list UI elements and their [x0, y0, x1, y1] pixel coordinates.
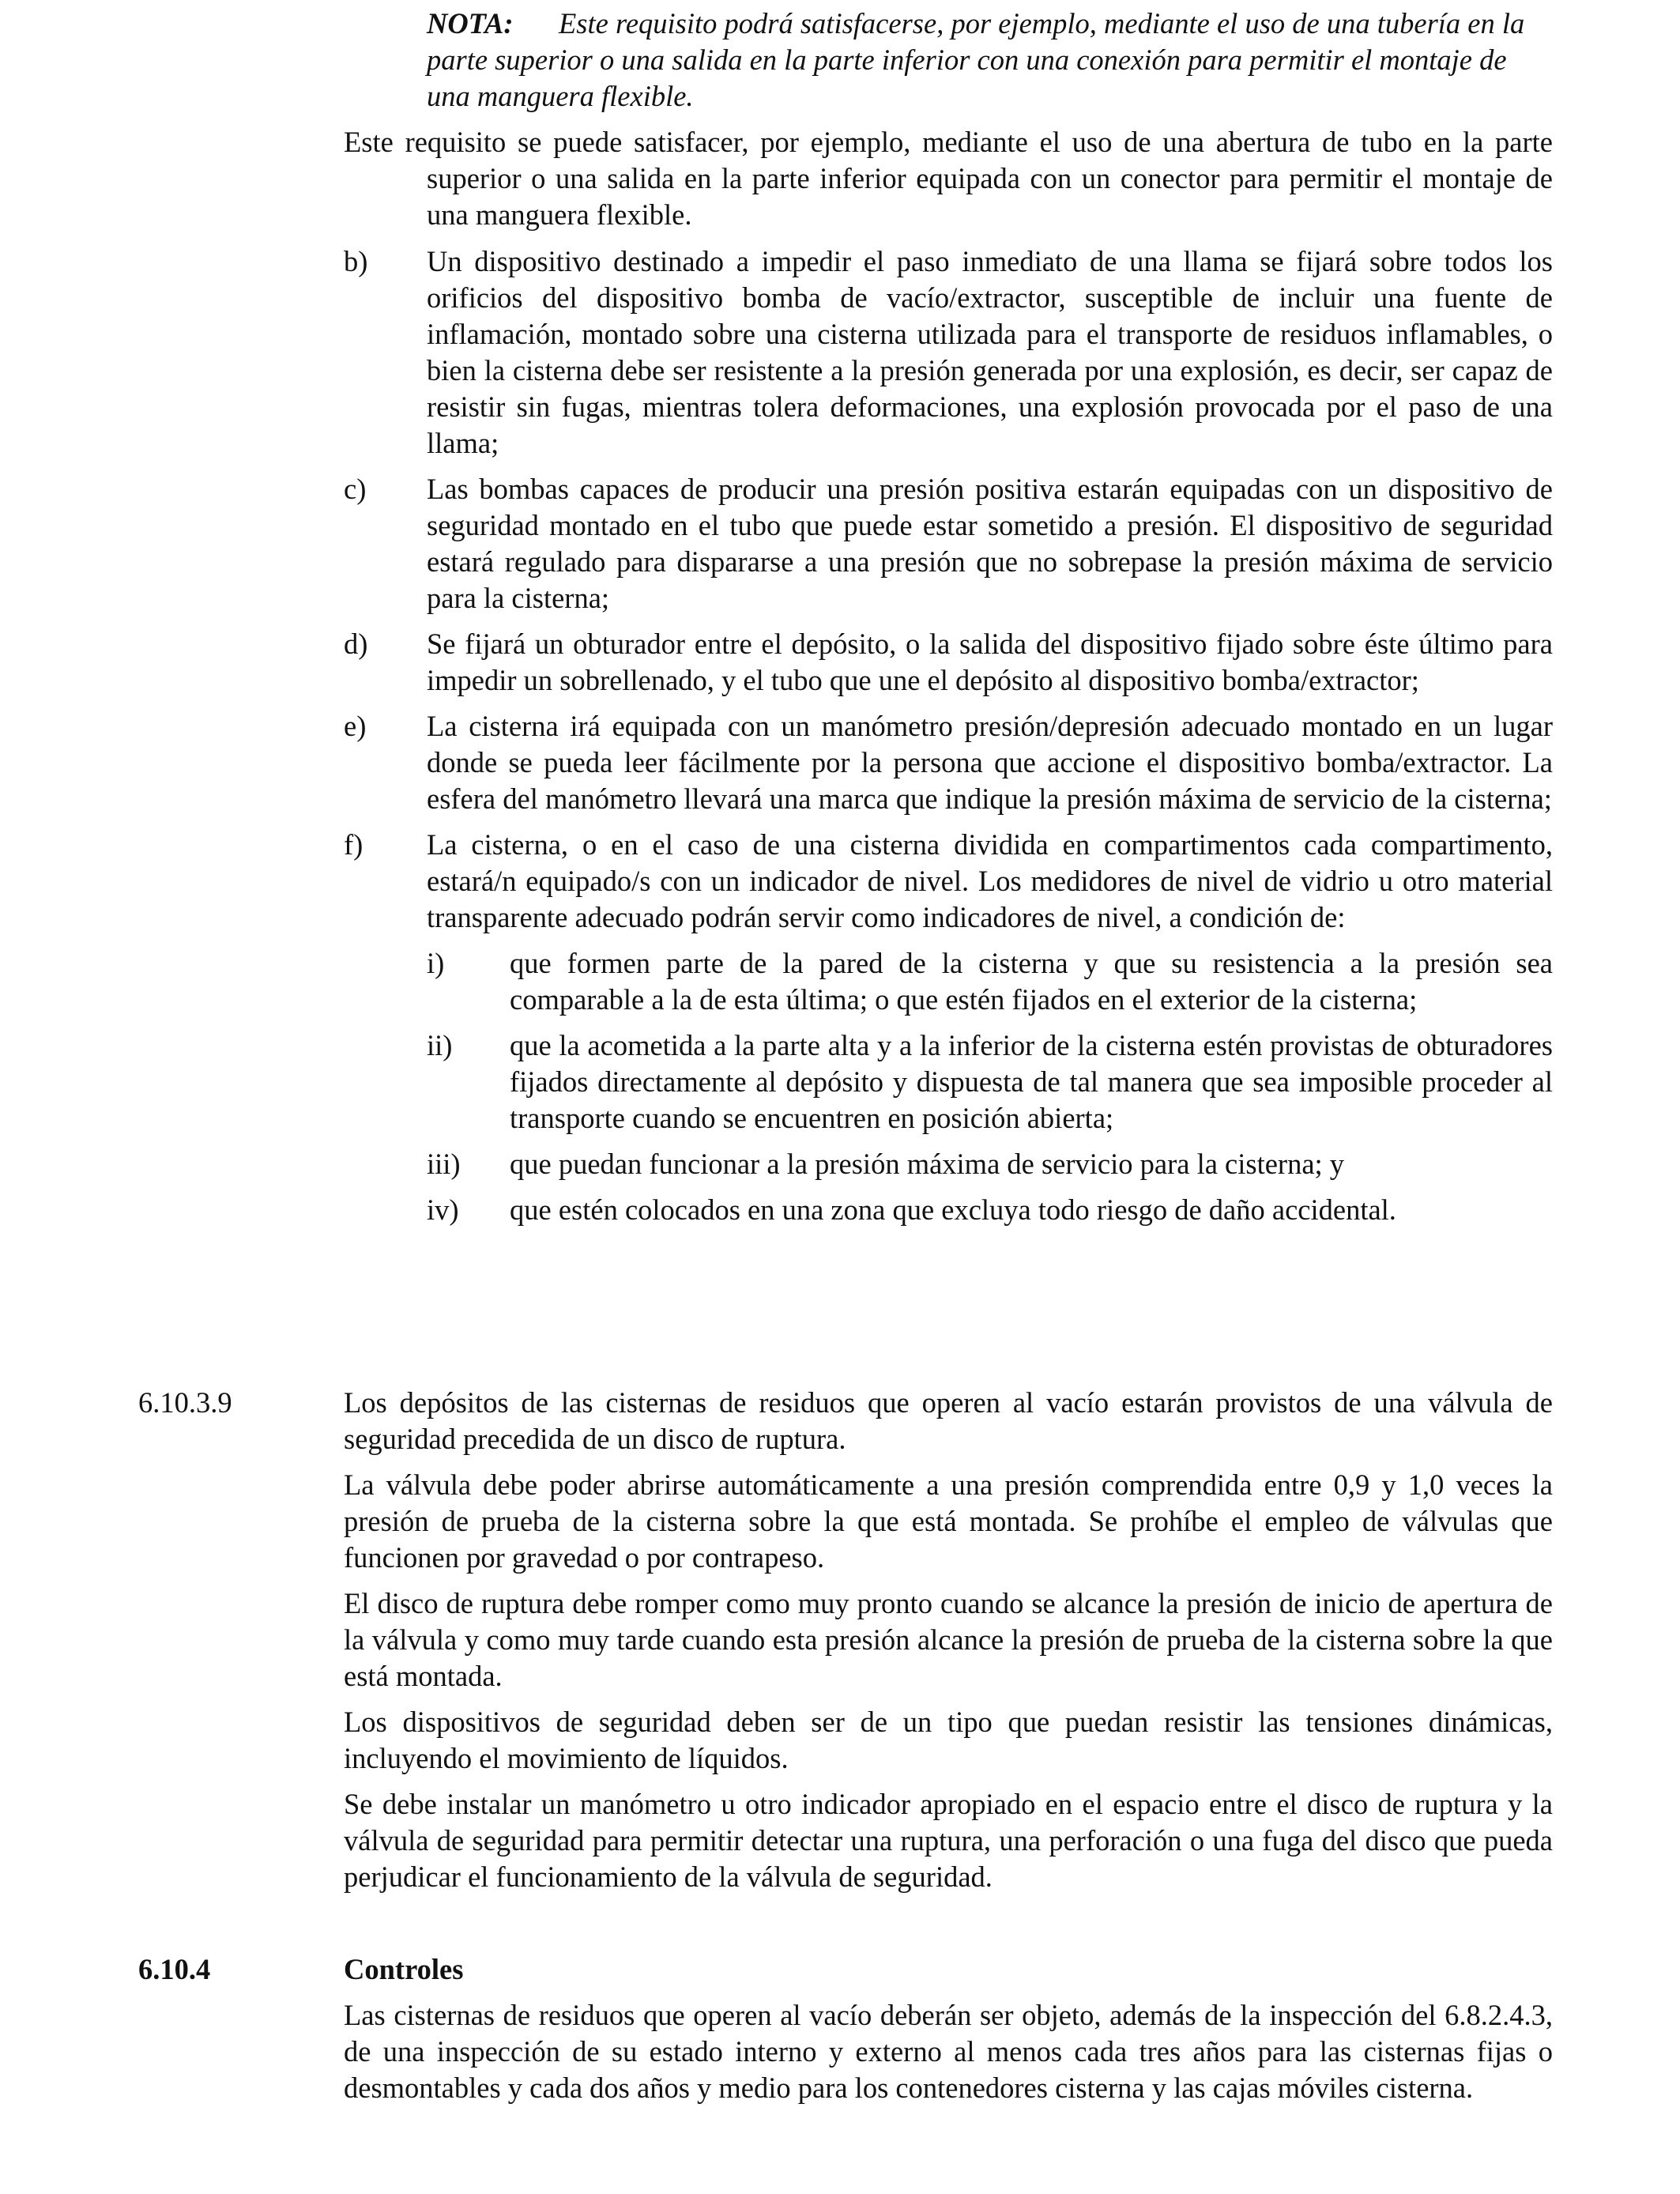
list-item: [344, 708, 1553, 817]
intro-paragraph: Este requisito se puede satisfacer, por ejemplo, mediante el uso de una abertura de tubo en la parte superior o una salida en la parte inferior equipada con un conector para permitir el montaje de una manguera flexible.: [344, 126, 1553, 231]
list-item-marker: f): [344, 828, 363, 861]
sub-list: [427, 945, 1553, 1228]
list-item-text: Se fijará un obturador entre el depósito, o la salida del dispositivo fijado sobre éste último para impedir un sobrellenado, y el tubo que une el depósito al dispositivo bomba/extractor;: [427, 628, 1553, 696]
list-item: [344, 827, 1553, 1228]
list-item-marker: e): [344, 710, 367, 742]
list-item-text: Las bombas capaces de producir una presión positiva estarán equipadas con un dispositivo de seguridad montado en el tubo que puede estar sometido a presión. El dispositivo de seguridad estará regulado para dispararse a una presión que no sobrepase la presión máxima de servicio para la cisterna;: [427, 473, 1553, 614]
list-item: [344, 626, 1553, 699]
sub-list-item-marker: iii): [427, 1148, 461, 1180]
list-item: [344, 471, 1553, 616]
sub-list-item: [427, 1027, 1553, 1137]
section-paragraph: Las cisternas de residuos que operen al vacío deberán ser objeto, además de la inspección del 6.8.2.4.3, de una inspección de su estado interno y externo al menos cada tres años para las cisternas fijas o desmontables y cada dos años y medio para los contenedores cisterna y las cajas móviles cisterna.: [344, 1999, 1553, 2104]
requirement-list: [344, 243, 1553, 1238]
section-number: 6.10.3.9: [138, 1386, 232, 1419]
sub-list-item-marker: ii): [427, 1029, 453, 1061]
section-heading: Controles: [344, 1953, 464, 1985]
sub-list-item-text: que estén colocados en una zona que excluya todo riesgo de daño accidental.: [510, 1193, 1396, 1226]
section-paragraph: Se debe instalar un manómetro u otro indicador apropiado en el espacio entre el disco de ruptura y la válvula de seguridad para permitir detectar una ruptura, una perforación o una fuga del disco que pueda perjudicar el funcionamiento de la válvula de seguridad.: [344, 1788, 1553, 1893]
section-paragraph: El disco de ruptura debe romper como muy pronto cuando se alcance la presión de inicio de apertura de la válvula y como muy tarde cuando esta presión alcance la presión de prueba de la cisterna sobre la que está montada.: [344, 1587, 1553, 1692]
sub-list-item: [427, 1146, 1553, 1182]
section-paragraph: Los depósitos de las cisternas de residuos que operen al vacío estarán provistos de una válvula de seguridad precedida de un disco de ruptura.: [344, 1386, 1553, 1455]
sub-list-item-text: que la acometida a la parte alta y a la inferior de la cisterna estén provistas de obturadores fijados directamente al depósito y dispuesta de tal manera que sea imposible proceder al transporte cuando se encuentren en posición abierta;: [510, 1029, 1553, 1134]
sub-list-item-marker: i): [427, 947, 445, 979]
section-6-10-4: [138, 1951, 1553, 2116]
section-body: [344, 1385, 1553, 1895]
section-paragraph: Los dispositivos de seguridad deben ser de un tipo que puedan resistir las tensiones dinámicas, incluyendo el movimiento de líquidos.: [344, 1706, 1553, 1774]
list-item-marker: b): [344, 245, 368, 277]
list-item-marker: d): [344, 628, 368, 660]
sub-list-item-text: que formen parte de la pared de la cisterna y que su resistencia a la presión sea comparable a la de esta última; o que estén fijados en el exterior de la cisterna;: [510, 947, 1553, 1016]
section-body: [344, 1951, 1553, 2106]
note-label: NOTA:: [427, 7, 514, 40]
list-item-text: Un dispositivo destinado a impedir el paso inmediato de una llama se fijará sobre todos los orificios del dispositivo bomba de vacío/extractor, susceptible de incluir una fuente de inflamación, montado sobre una cisterna utilizada para el transporte de residuos inflamables, o bien la cisterna debe ser resistente a la presión generada por una explosión, es decir, ser capaz de resistir sin fugas, mientras tolera deformaciones, una explosión provocada por el paso de una llama;: [427, 245, 1553, 459]
list-item-text: La cisterna irá equipada con un manómetro presión/depresión adecuado montado en un lugar donde se pueda leer fácilmente por la persona que accione el dispositivo bomba/extractor. La esfera del manómetro llevará una marca que indique la presión máxima de servicio de la cisterna;: [427, 710, 1553, 815]
sub-list-item: [427, 945, 1553, 1018]
list-item: [344, 243, 1553, 462]
sub-list-item-text: que puedan funcionar a la presión máxima de servicio para la cisterna; y: [510, 1148, 1345, 1180]
note-text: Este requisito podrá satisfacerse, por ejemplo, mediante el uso de una tubería en la parte superior o una salida en la parte inferior con una conexión para permitir el montaje de una manguera flexible.: [427, 7, 1525, 112]
section-paragraph: La válvula debe poder abrirse automáticamente a una presión comprendida entre 0,9 y 1,0 veces la presión de prueba de la cisterna sobre la que está montada. Se prohíbe el empleo de válvulas que funcionen por gravedad o por contrapeso.: [344, 1468, 1553, 1574]
sub-list-item-marker: iv): [427, 1193, 459, 1226]
section-6-10-3-9: [138, 1385, 1553, 1905]
section-number: 6.10.4: [138, 1953, 211, 1985]
note: [427, 6, 1553, 115]
sub-list-item: [427, 1192, 1553, 1228]
list-item-text: La cisterna, o en el caso de una cisterna dividida en compartimentos cada compartimento, estará/n equipado/s con un indicador de nivel. Los medidores de nivel de vidrio u otro material transparente adecuado podrán servir como indicadores de nivel, a condición de:: [427, 828, 1553, 933]
list-item-marker: c): [344, 473, 367, 505]
